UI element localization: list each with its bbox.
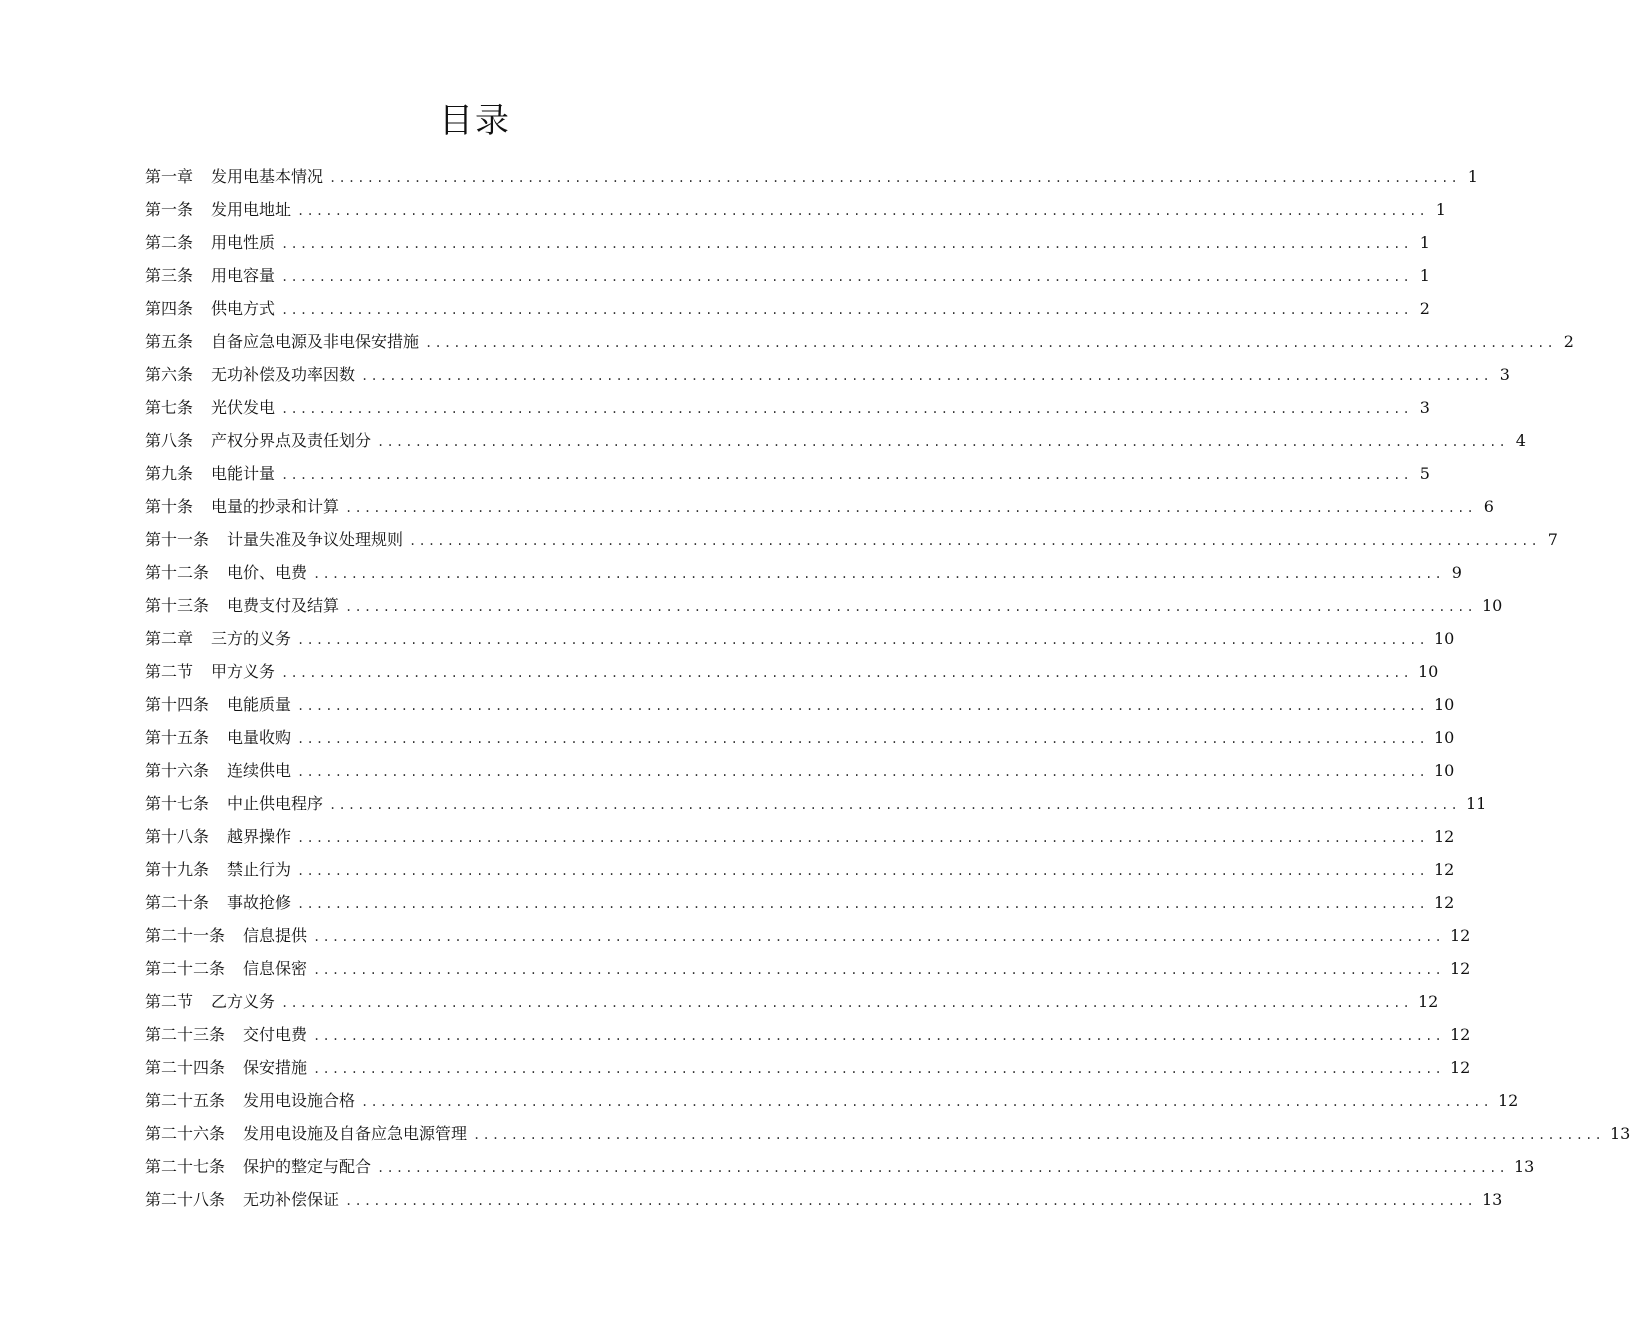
toc-entry-number: 第十九条 [145, 860, 210, 879]
toc-entry-page: 1 [1467, 167, 1478, 186]
toc-entry[interactable] [145, 325, 1574, 358]
toc-entry-number: 第一章 [145, 167, 194, 186]
toc-entry-page: 12 [1497, 1091, 1519, 1110]
toc-dot-leader: ........................................................................................................................ [297, 897, 1428, 911]
toc-dot-leader: ........................................................................................................................ [361, 1095, 1492, 1109]
toc-entry-title: 信息保密 [243, 959, 308, 978]
toc-entry-title: 发用电地址 [211, 200, 292, 219]
toc-entry-title: 保安措施 [243, 1058, 308, 1077]
toc-entry[interactable] [145, 787, 1487, 820]
toc-dot-leader: ........................................................................................................................ [281, 237, 1412, 251]
toc-entry[interactable] [145, 919, 1471, 952]
toc-entry-page: 3 [1419, 398, 1430, 417]
toc-entry-page: 13 [1481, 1190, 1503, 1209]
toc-dot-leader: ........................................................................................................................ [345, 501, 1476, 515]
toc-dot-leader: ........................................................................................................................ [281, 468, 1412, 482]
page-title: 目录 [439, 101, 511, 141]
toc-entry-title: 三方的义务 [211, 629, 292, 648]
toc-entry-title: 事故抢修 [227, 893, 292, 912]
toc-entry[interactable] [145, 193, 1446, 226]
toc-entry-page: 11 [1465, 794, 1487, 813]
toc-dot-leader: ........................................................................................................................ [297, 765, 1428, 779]
toc-entry-title: 禁止行为 [227, 860, 292, 879]
toc-entry-number: 第六条 [145, 365, 194, 384]
toc-entry-number: 第二条 [145, 233, 194, 252]
toc-entry-number: 第二十二条 [145, 959, 226, 978]
toc-entry-page: 2 [1419, 299, 1430, 318]
toc-entry-page: 3 [1499, 365, 1510, 384]
toc-entry-number: 第十三条 [145, 596, 210, 615]
toc-entry[interactable] [145, 358, 1510, 391]
toc-entry-page: 10 [1481, 596, 1503, 615]
toc-entry-title: 光伏发电 [211, 398, 276, 417]
toc-entry-number: 第五条 [145, 332, 194, 351]
toc-entry-title: 供电方式 [211, 299, 276, 318]
toc-entry-title: 电费支付及结算 [227, 596, 340, 615]
toc-dot-leader: ........................................................................................................................ [297, 831, 1428, 845]
toc-entry[interactable] [145, 1084, 1519, 1117]
toc-entry-number: 第二十六条 [145, 1124, 226, 1143]
toc-entry[interactable] [145, 1051, 1471, 1084]
toc-entry-number: 第二十三条 [145, 1025, 226, 1044]
toc-dot-leader: ........................................................................................................................ [297, 699, 1428, 713]
toc-entry-page: 1 [1419, 266, 1430, 285]
toc-entry-number: 第二章 [145, 629, 194, 648]
toc-dot-leader: ........................................................................................................................ [281, 270, 1412, 284]
toc-dot-leader: ........................................................................................................................ [281, 666, 1412, 680]
toc-entry-title: 交付电费 [243, 1025, 308, 1044]
toc-entry-number: 第四条 [145, 299, 194, 318]
toc-entry-number: 第二十一条 [145, 926, 226, 945]
toc-entry-title: 发用电基本情况 [211, 167, 324, 186]
toc-entry-title: 用电性质 [211, 233, 276, 252]
toc-entry[interactable] [145, 259, 1430, 292]
toc-entry-number: 第十四条 [145, 695, 210, 714]
toc-entry-page: 4 [1515, 431, 1526, 450]
toc-entry-title: 信息提供 [243, 926, 308, 945]
toc-entry-page: 10 [1417, 662, 1439, 681]
toc-entry-title: 电能计量 [211, 464, 276, 483]
toc-dot-leader: ........................................................................................................................ [377, 1161, 1508, 1175]
toc-entry-number: 第九条 [145, 464, 194, 483]
toc-entry-page: 10 [1433, 629, 1455, 648]
toc-dot-leader: ........................................................................................................................ [329, 798, 1460, 812]
toc-entry-page: 6 [1483, 497, 1494, 516]
toc-entry[interactable] [145, 886, 1455, 919]
toc-entry-page: 10 [1433, 728, 1455, 747]
toc-dot-leader: ........................................................................................................................ [313, 1029, 1444, 1043]
toc-entry-number: 第二十四条 [145, 1058, 226, 1077]
toc-dot-leader: ........................................................................................................................ [281, 996, 1412, 1010]
toc-entry-title: 发用电设施及自备应急电源管理 [243, 1124, 468, 1143]
toc-dot-leader: ........................................................................................................................ [297, 732, 1428, 746]
toc-entry-number: 第二十五条 [145, 1091, 226, 1110]
toc-entry[interactable] [145, 1183, 1503, 1216]
toc-dot-leader: ........................................................................................................................ [313, 963, 1444, 977]
toc-entry-page: 12 [1449, 1058, 1471, 1077]
toc-entry-title: 连续供电 [227, 761, 292, 780]
toc-entry[interactable] [145, 952, 1471, 985]
toc-dot-leader: ........................................................................................................................ [345, 1194, 1476, 1208]
toc-entry-title: 电能质量 [227, 695, 292, 714]
toc-entry-number: 第八条 [145, 431, 194, 450]
toc-dot-leader: ........................................................................................................................ [377, 435, 1508, 449]
toc-entry[interactable] [145, 853, 1455, 886]
toc-entry-page: 9 [1451, 563, 1462, 582]
toc-dot-leader: ........................................................................................................................ [297, 633, 1428, 647]
toc-entry[interactable] [145, 490, 1494, 523]
toc-entry-number: 第二十七条 [145, 1157, 226, 1176]
toc-entry-page: 12 [1449, 959, 1471, 978]
toc-entry-number: 第十七条 [145, 794, 210, 813]
toc-entry-page: 1 [1435, 200, 1446, 219]
toc-entry-number: 第十二条 [145, 563, 210, 582]
toc-entry[interactable] [145, 1150, 1535, 1183]
toc-dot-leader: ........................................................................................................................ [361, 369, 1492, 383]
toc-entry-number: 第十八条 [145, 827, 210, 846]
toc-entry-title: 自备应急电源及非电保安措施 [211, 332, 420, 351]
toc-entry-number: 第十五条 [145, 728, 210, 747]
table-of-contents [145, 160, 1630, 1216]
toc-entry-title: 电量收购 [227, 728, 292, 747]
toc-entry-page: 10 [1433, 761, 1455, 780]
toc-entry-page: 13 [1513, 1157, 1535, 1176]
toc-entry-page: 2 [1563, 332, 1574, 351]
toc-entry-page: 13 [1609, 1124, 1630, 1143]
toc-entry-number: 第二十条 [145, 893, 210, 912]
toc-entry-title: 电价、电费 [227, 563, 308, 582]
toc-entry[interactable] [145, 754, 1455, 787]
toc-entry[interactable] [145, 226, 1430, 259]
toc-dot-leader: ........................................................................................................................ [281, 402, 1412, 416]
toc-entry[interactable] [145, 1018, 1471, 1051]
toc-entry-title: 无功补偿及功率因数 [211, 365, 356, 384]
toc-entry-number: 第一条 [145, 200, 194, 219]
toc-dot-leader: ........................................................................................................................ [425, 336, 1556, 350]
toc-entry[interactable] [145, 523, 1558, 556]
toc-entry-title: 越界操作 [227, 827, 292, 846]
toc-entry-page: 1 [1419, 233, 1430, 252]
toc-entry[interactable] [145, 655, 1439, 688]
toc-entry[interactable] [145, 688, 1455, 721]
toc-entry[interactable] [145, 1117, 1630, 1150]
toc-entry-page: 12 [1417, 992, 1439, 1011]
toc-entry-title: 中止供电程序 [227, 794, 324, 813]
toc-entry-title: 用电容量 [211, 266, 276, 285]
toc-entry-page: 12 [1433, 827, 1455, 846]
toc-entry-title: 无功补偿保证 [243, 1190, 340, 1209]
toc-entry[interactable] [145, 160, 1478, 193]
toc-entry-page: 12 [1449, 1025, 1471, 1044]
toc-entry-page: 12 [1433, 860, 1455, 879]
toc-dot-leader: ........................................................................................................................ [313, 930, 1444, 944]
toc-dot-leader: ........................................................................................................................ [409, 534, 1540, 548]
toc-entry[interactable] [145, 820, 1455, 853]
toc-entry-number: 第十条 [145, 497, 194, 516]
toc-entry[interactable] [145, 622, 1455, 655]
toc-entry[interactable] [145, 457, 1430, 490]
toc-entry-page: 7 [1547, 530, 1558, 549]
toc-entry-number: 第二十八条 [145, 1190, 226, 1209]
toc-entry[interactable] [145, 424, 1526, 457]
toc-dot-leader: ........................................................................................................................ [297, 864, 1428, 878]
toc-dot-leader: ........................................................................................................................ [329, 171, 1460, 185]
toc-entry-page: 12 [1433, 893, 1455, 912]
toc-dot-leader: ........................................................................................................................ [281, 303, 1412, 317]
toc-entry-title: 发用电设施合格 [243, 1091, 356, 1110]
toc-entry-title: 乙方义务 [211, 992, 276, 1011]
toc-entry[interactable] [145, 985, 1439, 1018]
toc-entry[interactable] [145, 721, 1455, 754]
toc-entry-title: 电量的抄录和计算 [211, 497, 340, 516]
toc-dot-leader: ........................................................................................................................ [313, 1062, 1444, 1076]
toc-dot-leader: ........................................................................................................................ [297, 204, 1428, 218]
toc-dot-leader: ........................................................................................................................ [345, 600, 1476, 614]
toc-entry-number: 第二节 [145, 662, 194, 681]
toc-entry-page: 5 [1419, 464, 1430, 483]
toc-entry-number: 第七条 [145, 398, 194, 417]
toc-entry-number: 第十六条 [145, 761, 210, 780]
toc-entry-title: 产权分界点及责任划分 [211, 431, 372, 450]
toc-entry[interactable] [145, 292, 1430, 325]
toc-entry-number: 第十一条 [145, 530, 210, 549]
toc-entry[interactable] [145, 391, 1430, 424]
toc-entry-title: 计量失准及争议处理规则 [227, 530, 404, 549]
toc-entry-title: 甲方义务 [211, 662, 276, 681]
toc-entry-title: 保护的整定与配合 [243, 1157, 372, 1176]
toc-dot-leader: ........................................................................................................................ [473, 1128, 1604, 1142]
toc-entry-page: 12 [1449, 926, 1471, 945]
toc-dot-leader: ........................................................................................................................ [313, 567, 1444, 581]
toc-entry[interactable] [145, 589, 1503, 622]
toc-entry-number: 第二节 [145, 992, 194, 1011]
toc-entry[interactable] [145, 556, 1462, 589]
toc-entry-number: 第三条 [145, 266, 194, 285]
toc-entry-page: 10 [1433, 695, 1455, 714]
